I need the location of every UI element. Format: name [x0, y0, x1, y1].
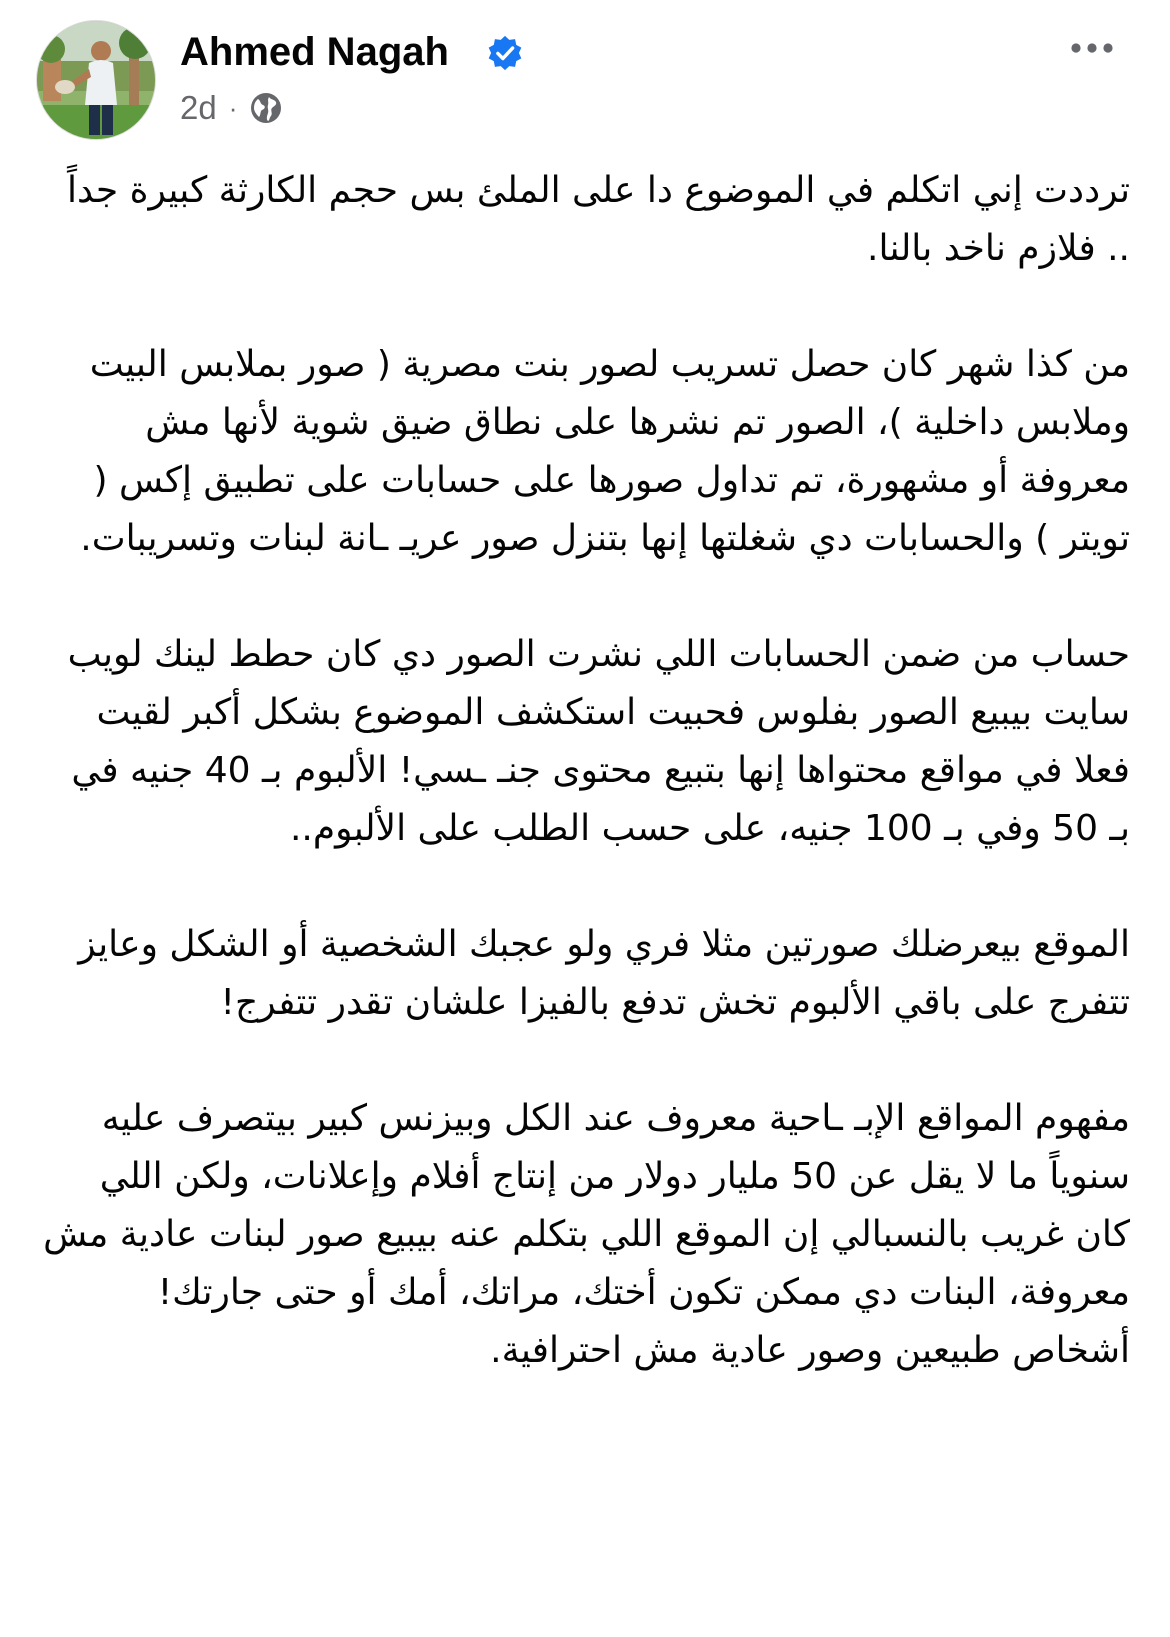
post-paragraph: من كذا شهر كان حصل تسريب لصور بنت مصرية ( صور بملابس البيت وملابس داخلية )، الصور تم نشرها على نطاق ضيق شوية لأنها مش معروفة أو مشهورة، تم تداول صورها على حسابات على تطبيق إكس ( تويتر ) والحسابات دي شغلتها إنها بتنزل صور عريـ ـانة لبنات وتسريبات. [80, 344, 1130, 559]
more-options-button[interactable] [1064, 30, 1124, 70]
post-time[interactable]: 2d [180, 89, 217, 126]
avatar-photo [37, 21, 155, 139]
post-paragraph: حساب من ضمن الحسابات اللي نشرت الصور دي كان حطط لينك لويب سايت بيبيع الصور بفلوس فحبيت استكشف الموضوع بشكل أكبر لقيت فعلا في مواقع محتواها إنها بتبيع محتوى جنـ ـسي! الألبوم بـ 40 جنيه في بـ 50 وفي بـ 100 جنيه، على حسب الطلب على الألبوم.. [67, 634, 1130, 849]
post-paragraph: مفهوم المواقع الإبـ ـاحية معروف عند الكل وبيزنس كبير بيتصرف عليه سنوياً ما لا يقل عن 50 مليار دولار من إنتاج أفلام وإعلانات، ولكن اللي كان غريب بالنسبالي إن الموقع اللي بتكلم عنه بيبيع صور لبنات عادية مش معروفة، البنات دي ممكن تكون أختك، مراتك، أمك أو حتى جارتك! أشخاص طبيعين وصور عادية مش احترافية. [43, 1098, 1130, 1371]
post-paragraph: ترددت إني اتكلم في الموضوع دا على الملئ بس حجم الكارثة كبيرة جداً .. فلازم ناخد بالنا. [67, 170, 1130, 269]
post-text [40, 162, 1130, 1380]
more-options-icon [1064, 30, 1124, 70]
post-paragraph: الموقع بيعرضلك صورتين مثلا فري ولو عجبك الشخصية أو الشكل وعايز تتفرج على باقي الألبوم تخش تدفع بالفيزا علشان تقدر تتفرج! [78, 924, 1130, 1023]
author-name[interactable]: Ahmed Nagah [180, 30, 449, 74]
post-header [0, 0, 1170, 150]
verified-badge-icon [486, 34, 524, 72]
globe-icon[interactable] [249, 91, 283, 125]
meta-separator: · [228, 92, 238, 123]
post-meta [180, 88, 283, 128]
author-avatar[interactable] [36, 20, 156, 140]
